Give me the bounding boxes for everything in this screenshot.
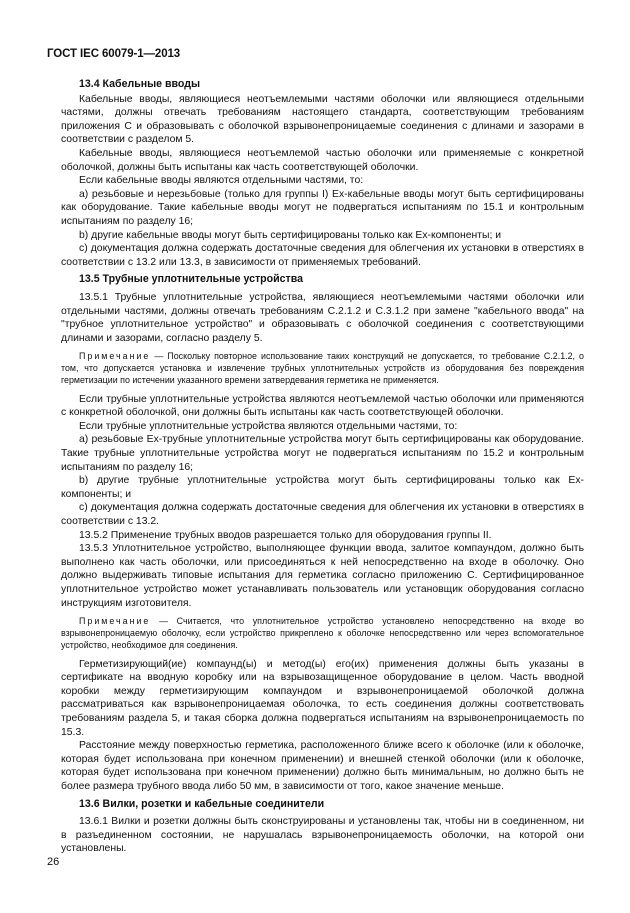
section-heading-13-4: 13.4 Кабельные вводы [79, 78, 200, 90]
note [61, 616, 584, 651]
paragraph: 13.5.2 Применение трубных вводов разрешается только для оборудования группы II. [79, 529, 492, 541]
paragraph: Если кабельные вводы являются отдельными частями, то: [79, 175, 364, 187]
note-text: — Поскольку повторное использование таких конструкций не допускается, то требование С.2.1.2, о том, что допускается установка и извлечение трубных уплотнительных устройств из оборудования без повреждения герметизации по истечении указанного времени затвердевания герметика не применяется. [61, 351, 584, 385]
paragraph: Расстояние между поверхностью герметика, расположенного ближе всего к оболочке (или к оболочке, которая будет использована при конечном применении) и внешней стенкой оболочки (или к оболочке, которая будет использована при конечном применении) должно быть минимальным, но должно быть не более размера трубного ввода либо 50 мм, в зависимости от того, какое значение меньше. [61, 740, 584, 792]
paragraph: 13.5.3 Уплотнительное устройство, выполняющее функции ввода, залитое компаундом, должно быть выполнено как часть оболочки, или присоединяться к ней непосредственно на входе в оболочку. Оно должно выдерживать типовые испытания для герметика согласно приложению С. Сертифицированное уплотнительное устройство может устанавливать пользователь или установщик оборудования согласно инструкциям изготовителя. [61, 543, 584, 609]
list-item-b: b) другие кабельные вводы могут быть сертифицированы только как Ех-компоненты; и [79, 229, 502, 241]
paragraph: Если трубные уплотнительные устройства являются отдельными частями, то: [79, 420, 458, 432]
list-item-a: а) резьбовые Ех-трубные уплотнительные устройства могут быть сертифицированы как оборудование. Такие трубные уплотнительные устройства могут не подвергаться испытаниям по 15.2 и контрольным испытаниям по разделу 16; [61, 434, 584, 473]
standard-header: ГОСТ IEC 60079-1—2013 [47, 48, 181, 60]
paragraph: Кабельные вводы, являющиеся неотъемлемыми частями оболочки или являющиеся отдельными частями, должны отвечать требованиям настоящего стандарта, соответствующим требованиям приложения С и образовывать с оболочкой взрывонепроницаемые соединения с длинами и зазорами в соответствии с разделом 5. [61, 93, 584, 146]
paragraph: Герметизирующий(ие) компаунд(ы) и метод(ы) его(их) применения должны быть указаны в сертификате на вводную коробку или на взрывозащищенное оборудование в целом. Часть вводной коробки между герметизирующим компаундом и взрывонепроницаемой оболочкой должна рассматриваться как взрывонепроницаемая оболочка, то есть соединения должны соответствовать требованиям раздела 5, и такая сборка должна подвергаться испытаниям на взрывонепроницаемость по 15.3. [61, 658, 584, 738]
note [61, 351, 584, 386]
list-item-b: b) другие трубные уплотнительные устройства могут быть сертифицированы только как Ех-компоненты; и [61, 475, 584, 500]
list-item-c: с) документация должна содержать достаточные сведения для облегчения их установки в отверстиях в соответствии с 13.2. [61, 502, 584, 528]
paragraph: 13.6.1 Вилки и розетки должны быть сконструированы и установлены так, чтобы ни в соединенном, ни в разъединенном состоянии, не нарушалась взрывонепроницаемость оболочки, на которой они установлены. [61, 816, 584, 855]
list-item-a: а) резьбовые и нерезьбовые (только для группы I) Ех-кабельные вводы могут быть сертифицированы как оборудование. Такие кабельные вводы могут не подвергаться испытаниям по 15.1 и контрольным испытаниям по разделу 16; [61, 188, 584, 227]
note-label: Примечание [79, 616, 151, 627]
section-heading-13-5: 13.5 Трубные уплотнительные устройства [79, 273, 303, 286]
note-text: — Считается, что уплотнительное устройство установлено непосредственно на входе во взрывонепроницаемую оболочку, если устройство прикреплено к оболочке непосредственно или через вспомогательное устройство, необходимое для соединения. [61, 616, 584, 650]
document-body [61, 78, 584, 856]
paragraph: 13.5.1 Трубные уплотнительные устройства, являющиеся неотъемлемыми частями оболочки или отдельными частями, должны отвечать требованиям С.2.1.2 и С.3.1.2 при замене "кабельного ввода" на "трубное уплотнительное устройство" и образовывать с оболочкой соединения с соответствующими длинами и зазорами, согласно разделу 5. [61, 291, 584, 344]
section-heading-13-6: 13.6 Вилки, розетки и кабельные соединители [79, 797, 325, 810]
paragraph: Кабельные вводы, являющиеся неотъемлемой частью оболочки или применяемые с конкретной оболочкой, должны быть испытаны как часть соответствующей оболочки. [61, 147, 584, 173]
list-item-c: с) документация должна содержать достаточные сведения для облегчения их установки в отверстиях в соответствии с 13.2 или 13.3, в зависимости от применяемых требований. [61, 243, 584, 268]
note-label: Примечание [79, 351, 151, 362]
paragraph: Если трубные уплотнительные устройства являются неотъемлемой частью оболочки или применяются с конкретной оболочкой, они должны быть испытаны как часть соответствующей оболочки. [61, 393, 584, 419]
page-number: 26 [47, 856, 60, 868]
